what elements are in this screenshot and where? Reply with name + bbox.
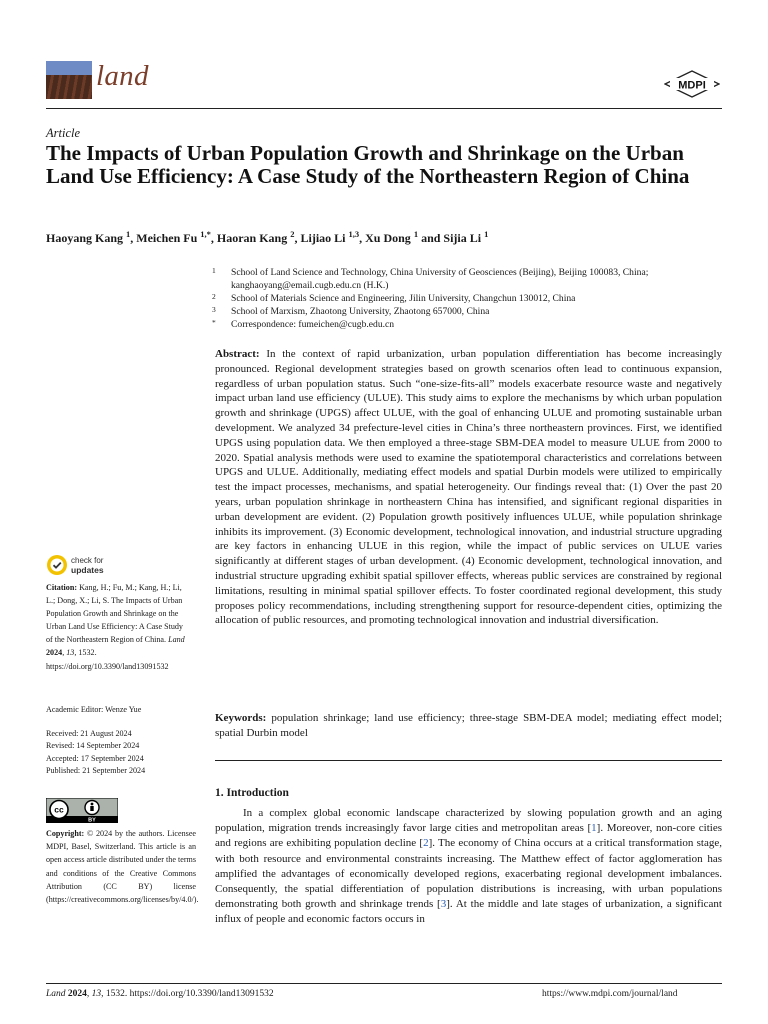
affiliations	[210, 266, 722, 331]
affiliation-mark: 3	[212, 305, 216, 314]
affiliation-mark: 1	[212, 266, 216, 275]
article-title: The Impacts of Urban Population Growth and Shrinkage on the Urban Land Use Efficiency: A Case Study of the Northeastern Region of China	[46, 141, 690, 188]
paragraph-text: ]. At the middle and late stages of urbanization, a significant influx of people and economic factors occurs in	[215, 898, 722, 926]
keywords	[215, 711, 722, 741]
author-affiliation-mark: 1	[484, 229, 489, 239]
academic-editor: Academic Editor: Wenze Yue	[46, 705, 142, 714]
check-for-updates-badge[interactable]	[46, 554, 136, 578]
affiliation-item	[210, 318, 722, 331]
publication-date: Revised: 14 September 2024	[46, 741, 140, 751]
citation-text: Kang, H.; Fu, M.; Kang, H.; Li, L.; Dong, X.; Li, S. The Impacts of Urban Population Growth and Shrinkage on the Urban Land Use Efficiency: A Case Study of the Northeastern Region of China.	[46, 583, 183, 645]
reference-link[interactable]: 2	[423, 837, 429, 850]
affiliation-text: School of Land Science and Technology, China University of Geosciences (Beijing), Beijing 100083, China; kanghaoyang@email.cugb.edu.cn (H.K.)	[231, 267, 649, 291]
affiliation-item	[210, 292, 722, 305]
mdpi-logo	[664, 70, 720, 98]
abstract-text: In the context of rapid urbanization, urban population differentiation has become increasingly pronounced. Regional development strategies based on growth scenarios often lead to continuous expansion, regardless of urban population status. Such “one-size-fits-all” models exacerbate resource waste and negatively impact urban land use efficiency (ULUE). This study aims to explore the mechanisms by which urban population growth and shrinkage (UPGS) affect ULUE, with the goal of enhancing ULUE and promoting sustainable urban development. We analyzed 34 prefecture-level cities in China’s three northeastern provinces. First, we identified UPGS using population data. We then employed a three-stage SBM-DEA model to measure ULUE from 2000 to 2020. Spatial analysis methods were used to examine the spatiotemporal characteristics and correlations between UPGS and ULUE. Additionally, mediating effect models and spatial Durbin models were utilized to empirically test the impact processes, mechanisms, and spatial heterogeneity. Our findings reveal that: (1) Over the past 20 years, urban population shrinkage in northeastern China has intensified, and significant regional disparities in urban development are evident. (2) Population growth positively influences ULUE, while population shrinkage inhibits its improvement. (3) Economic development, technological innovation, and industrial structure upgrading are key factors in enhancing ULUE in this region, while the impact of public services on ULUE varies significantly at different stages of urban development. (4) Economic development, technological innovation, and industrial structure upgrading exhibit spatial spillover effects, whereas public services are constrained by regional limitations, resulting in minimal spatial spillover effects. To foster coordinated regional development, this study proposes policy recommendations, including strengthening support for resource-dependent cities, optimizing the allocation of public resources, and promoting technological innovation and industrial diversification.	[215, 348, 723, 627]
footer-doi[interactable]: , 1532. https://doi.org/10.3390/land13091532	[101, 989, 274, 999]
author-name: Sijia Li	[443, 231, 485, 245]
author-name: Xu Dong	[365, 231, 414, 245]
footer-journal: Land	[46, 989, 66, 999]
check-updates-line1: check for	[71, 556, 104, 565]
reference-link[interactable]: 3	[440, 898, 447, 911]
citation-label: Citation:	[46, 583, 78, 592]
publication-date: Published: 21 September 2024	[46, 766, 146, 776]
affiliation-mark: 2	[212, 292, 216, 301]
footer-volume: 13	[91, 989, 102, 999]
journal-name: land	[96, 60, 149, 92]
publication-date: Accepted: 17 September 2024	[46, 753, 144, 763]
affiliation-text: Correspondence: fumeichen@cugb.edu.cn	[231, 319, 395, 330]
affiliation-item	[210, 305, 722, 318]
paragraph-text: In a complex global economic landscape characterized by slowing population growth and an aging population, migration trends increasingly favor large cities and metropolitan areas [	[215, 807, 722, 835]
citation-volume: 13	[66, 648, 75, 658]
keywords-text: population shrinkage; land use efficiency; three-stage SBM-DEA model; mediating effect model; spatial Durbin model	[215, 712, 722, 739]
publication-date: Received: 21 August 2024	[46, 729, 132, 738]
footer-citation: Land 2024, 13, 1532. https://doi.org/10.3390/land13091532	[46, 989, 274, 999]
article-type: Article	[46, 126, 81, 140]
author-affiliation-mark: 2	[290, 229, 295, 239]
affiliation-text: School of Materials Science and Engineering, Jilin University, Changchun 130012, China	[231, 293, 576, 304]
affiliation-mark: *	[212, 318, 216, 327]
affiliation-text: School of Marxism, Zhaotong University, Zhaotong 657000, China	[231, 306, 490, 317]
footer-year: 2024	[67, 989, 87, 999]
citation-year: 2024	[46, 648, 63, 658]
citation-block: Citation: Kang, H.; Fu, M.; Kang, H.; Li, L.; Dong, X.; Li, S. The Impacts of Urban Population Growth and Shrinkage on the Urban Land Use Efficiency: A Case Study of the Northeastern Region of China. Land 2024, 13, 1532. https://doi.org/10.3390/land13091532	[46, 583, 185, 671]
copyright-notice	[46, 827, 199, 906]
cc-badge-label: BY	[88, 817, 96, 823]
author-affiliation-mark: 1	[126, 229, 131, 239]
reference-link[interactable]: 1	[591, 822, 597, 835]
publication-dates	[46, 728, 145, 778]
author-name: Lijiao Li	[300, 231, 349, 245]
journal-logo-image	[46, 61, 92, 99]
citation-doi[interactable]: , 1532. https://doi.org/10.3390/land13091532	[46, 648, 169, 671]
abstract	[215, 347, 722, 628]
svg-text:cc: cc	[54, 804, 64, 815]
author-affiliation-mark: 1,*	[200, 229, 211, 239]
author-name: Haoran Kang	[216, 231, 291, 245]
introduction-paragraph	[215, 806, 722, 928]
copyright-label: Copyright:	[46, 829, 85, 838]
author-affiliation-mark: 1,3	[348, 229, 360, 239]
keywords-label: Keywords:	[215, 712, 267, 724]
paragraph-text: ]. The economy of China occurs at a critical transformation stage, with both resource and environmental constraints increasing. The Matthew effect of factor agglomeration has amplified the advantages of economically developed regions, exacerbating regional development imbalances. Consequently, the spatial differentiation of population distributions is increasing, with urban populations demonstrating both growth and shrinkage trends [	[215, 837, 722, 911]
affiliation-item	[210, 266, 722, 292]
author-list: Haoyang Kang $^1$, Meichen Fu $^{1,*}$, Haoran Kang $^2$, Lijiao Li $^{1,3}$, Xu Dong $^1$ and Sijia Li $^1$	[46, 229, 489, 245]
check-updates-icon	[46, 554, 68, 576]
header-divider	[46, 108, 722, 109]
section-heading-introduction: 1. Introduction	[215, 787, 289, 799]
copyright-text: © 2024 by the authors. Licensee MDPI, Basel, Switzerland. This article is an open access article distributed under the terms and conditions of the Creative Commons Attribution (CC BY) license (https://creativecommons.org/licenses/by/4.0/).	[46, 829, 199, 905]
author-name: Meichen Fu	[136, 231, 201, 245]
paragraph-text: ]. Moreover, non-core cities and regions are exhibiting population decline [	[215, 822, 722, 850]
author-affiliation-mark: 1	[413, 229, 419, 239]
cc-by-license-icon[interactable]	[46, 798, 118, 823]
author-name: Haoyang Kang	[46, 231, 127, 245]
footer-journal-url[interactable]: https://www.mdpi.com/journal/land	[542, 989, 678, 999]
footer-divider	[46, 983, 722, 984]
section-divider	[215, 760, 722, 761]
abstract-label: Abstract:	[215, 348, 260, 360]
mdpi-logo-text: MDPI	[678, 79, 706, 92]
check-updates-line2: updates	[71, 565, 104, 575]
citation-journal: Land	[168, 635, 185, 645]
